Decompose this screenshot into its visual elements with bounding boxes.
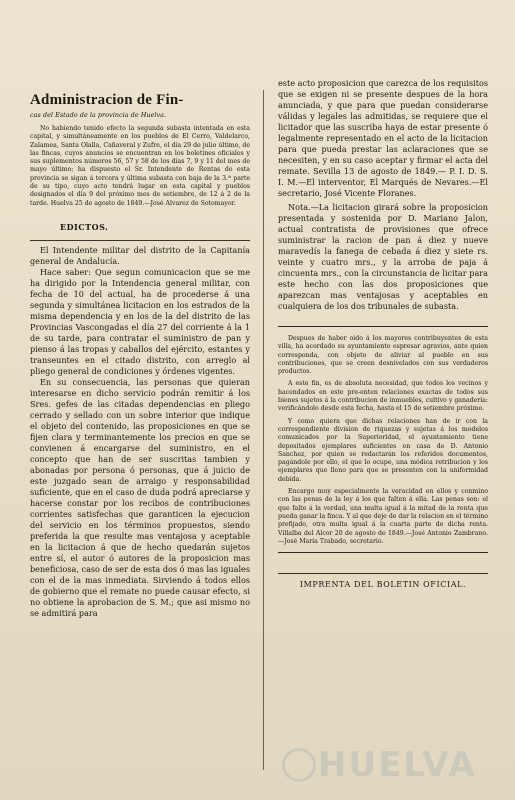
edicto-consecuencia: En su consecuencia, las personas que quieran interesarse en dicho servicio podrán remitir á los Sres. gefes de las citadas dependencias en pliego cerrado y sellado con un sobre interior que indique el objeto del contenido, las proposiciones en que se fijen clara y terminantemente los precios en que se convienen á encargarse del suministro, en el concepto que han de ser suscritas tambien y abonadas por persona ó personas, que á juicio de este juzgado sean de arraigo y responsabilidad suficiente, que en el caso de duda podrá apreciarse y hacerse constar por los recibos de contribuciones corrientes satisfechas que garanticen la ejecucion del servicio en los términos propuestos, siendo preferida la que resulte mas ventajosa y aceptable en la licitacion á que de hecho quedarán sujetos entre sí, el autor ó autores de la proposicion mas beneficiosa, caso de ser de esta dos ó mas las iguales con el de la mas inmediata. Sirviendo á todos ellos de gobierno que el remate no puede causar efecto, si no obtiene la aprobacion de S. M.; que asi mismo no se admitirá para [30, 376, 250, 618]
left-heading: Administracion de Fin- [30, 92, 184, 108]
column-divider [263, 90, 264, 770]
box-paragraph-3: Y como quiera que dichas relaciones han de ir con la correspondiente division de riquezas y sujetas á los modelos comunicados por la Superioridad, el ayuntamiento tiene depositados ejemplares suficientes en casa de D. Antonio Sanchez, por quien se redactarán los referidos documentos, pagándole por ello, el que lo ocupe, una módica retribucion y los ejemplares que lleno para que se presenten con la uniformidad debida. [278, 417, 488, 483]
edicto-intro: El Intendente militar del distrito de la Capitanía general de Andalucía. [30, 244, 250, 266]
left-subheading: cas del Estado de la provincia de Huelva. [30, 111, 167, 119]
printer-footer: IMPRENTA DEL BOLETIN OFICIAL. [278, 573, 488, 589]
box-paragraph-1: Despues de haber oido á los mayores contribuyentes de esta villa, ha acordado su ayuntamiento espresar agravios, ante quien corresponda, con objeto de aliviar al pueblo en sus contribuciones, que se creen desnivelados con sus verdaderos productos. [278, 335, 488, 376]
ayuntamiento-notice [278, 326, 488, 553]
right-column [278, 78, 488, 589]
watermark: HUELVA [318, 745, 477, 785]
edicto-hace-saber: Hace saber: Que segun comunicacion que se me ha dirigido por la Intendencia general militar, con fecha de 10 del actual, ha de procederse á una segunda y simultánea licitacion en los estrados de la misma dependencia y en los de la del distrito de las Provincias Vascongadas el día 27 del corriente á la 1 de su tarde, para contratar el suministro de pan y pienso á las tropas y caballos del ejército, estantes y transeuntes en el citado distrito, con arreglo al pliego general de condiciones y órdenes vigentes. [30, 266, 250, 376]
edictos-title: EDICTOS. [60, 221, 109, 232]
left-column [30, 78, 250, 619]
section-divider [30, 240, 250, 241]
edicto-continuation: este acto proposicion que carezca de los requisitos que se exigen ni se presente despues de la hora anunciada, y que para que puedan considerarse válidas y legales las admitidas, se requiere que el licitador que las suscriba haya de estar presente ó legalmente representado en el acto de la licitacion para que pueda prestar las aclaraciones que se necesiten, y en su caso aceptar y firmar el acta del remate. Sevilla 13 de agosto de 1849.— P. I. D. S. I. M.—El interventor, El Marqués de Nevares.—El secretario, José Vicente Floranes. [278, 78, 488, 198]
subasta-notice: No habiendo tenido efecto la segunda subasta intentada en esta capital, y simultáneamente en los pueblos de El Cerro, Valdelarco, Zalamea, Santa Olalla, Cañaveral y Zufre, el día 29 de julio último, de las fincas, cuyos anuncios se encuentran en los boletines oficiales y sus suplementos números 56, 57 y 58 de los días 7, 9 y 11 del mes de mayo último; ha dispuesto el Sr. Intendente de Rentas de esta provincia se sigan á tercera y última subasta con baja de la 3.ª parte de su tipo, cuyo acto tendrá lugar en esta capital y pueblos designados el día 9 del próximo mes de setiembre, de 12 á 2 de la tarde. Huelva 25 de agosto de 1849.—José Alvarez de Sotomayor. [30, 125, 250, 207]
watermark-emblem-icon [282, 748, 316, 782]
box-paragraph-2: A este fin, es de absoluta necesidad, que todos los vecinos y hacendados en este pre-enten relaciones exactas de todos sus bienes sujetos á la contribucion de inmuebles, cultivo y ganadería: verificándolo desde esta fecha, hasta el 15 de setiembre próximo. [278, 380, 488, 413]
box-paragraph-4: Encargo muy especialmente la veracidad en ellos y conmino con las penas de la ley á los que falten á ella. Las penas son: el que falte á la verdad, una multa igual á la mitad de la renta que pueda ganar la finca. Y al que deje de dar la relacion en el término prefijado, otra multa igual á la cuarta parte de dicha renta. Villalba del Alcor 20 de agosto de 1849.—José Antonio Zambrano.—José María Trabado, secretario. [278, 488, 488, 545]
nota-paragraph: Nota.—La licitacion girará sobre la proposicion presentada y sostenida por D. Mariano Jalon, actual contratista de provisiones que ofrece suministrar la racion de pan á diez y nueve maravedís la fanega de cebada á diez y siete rs. veinte y cuatro mrs., y la arroba de paja á cincuenta mrs., con la circunstancia de licitar para este hecho con las dos proposiciones que aparezcan mas ventajosas y aceptables en cualquiera de los dos tribunales de subasta. [278, 202, 488, 311]
